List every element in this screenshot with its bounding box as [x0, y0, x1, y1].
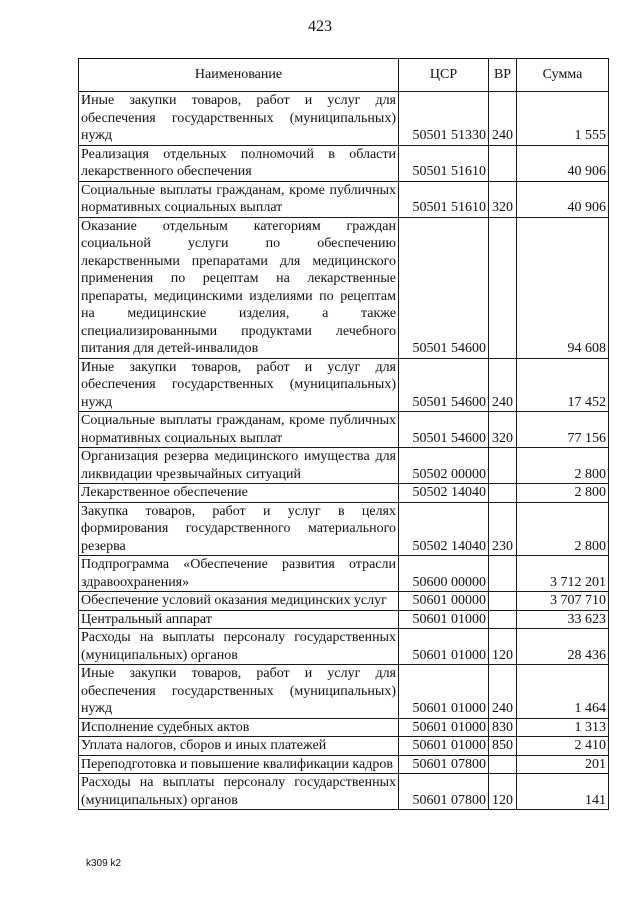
cell-name: Закупка товаров, работ и услуг в целях формирования государственного материального резерва [79, 502, 399, 556]
cell-sum: 2 410 [517, 737, 609, 756]
cell-csr: 50601 01000 [399, 737, 489, 756]
table-row [79, 502, 609, 556]
cell-sum: 17 452 [517, 358, 609, 412]
table-row [79, 217, 609, 358]
cell-sum: 141 [517, 774, 609, 810]
cell-name: Расходы на выплаты персоналу государственных (муниципальных) органов [79, 629, 399, 665]
cell-vr: 120 [489, 629, 517, 665]
table-row [79, 629, 609, 665]
cell-sum: 77 156 [517, 412, 609, 448]
cell-csr: 50601 00000 [399, 592, 489, 611]
cell-sum: 40 906 [517, 145, 609, 181]
cell-name: Социальные выплаты гражданам, кроме публичных нормативных социальных выплат [79, 412, 399, 448]
table-row [79, 718, 609, 737]
cell-vr: 120 [489, 774, 517, 810]
cell-csr: 50501 51330 [399, 92, 489, 146]
table-row [79, 610, 609, 629]
column-header-name: Наименование [79, 59, 399, 92]
column-header-csr: ЦСР [399, 59, 489, 92]
cell-sum: 1 555 [517, 92, 609, 146]
cell-vr [489, 610, 517, 629]
cell-csr: 50601 01000 [399, 610, 489, 629]
cell-sum: 2 800 [517, 448, 609, 484]
cell-name: Расходы на выплаты персоналу государственных (муниципальных) органов [79, 774, 399, 810]
table-row [79, 592, 609, 611]
cell-name: Центральный аппарат [79, 610, 399, 629]
cell-vr: 830 [489, 718, 517, 737]
cell-sum: 1 313 [517, 718, 609, 737]
cell-csr: 50501 51610 [399, 181, 489, 217]
table-row [79, 92, 609, 146]
table-row [79, 556, 609, 592]
cell-vr: 240 [489, 665, 517, 719]
cell-sum: 201 [517, 755, 609, 774]
cell-name: Исполнение судебных актов [79, 718, 399, 737]
cell-vr: 230 [489, 502, 517, 556]
cell-vr [489, 556, 517, 592]
cell-name: Подпрограмма «Обеспечение развития отрасли здравоохранения» [79, 556, 399, 592]
budget-table [78, 58, 609, 810]
cell-csr: 50501 54600 [399, 412, 489, 448]
cell-vr [489, 755, 517, 774]
cell-csr: 50502 00000 [399, 448, 489, 484]
cell-vr [489, 484, 517, 503]
cell-vr: 850 [489, 737, 517, 756]
cell-name: Иные закупки товаров, работ и услуг для обеспечения государственных (муниципальных) нужд [79, 92, 399, 146]
cell-name: Обеспечение условий оказания медицинских услуг [79, 592, 399, 611]
cell-csr: 50601 01000 [399, 718, 489, 737]
cell-name: Организация резерва медицинского имущества для ликвидации чрезвычайных ситуаций [79, 448, 399, 484]
cell-sum: 3 707 710 [517, 592, 609, 611]
column-header-sum: Сумма [517, 59, 609, 92]
cell-name: Реализация отдельных полномочий в области лекарственного обеспечения [79, 145, 399, 181]
cell-name: Иные закупки товаров, работ и услуг для обеспечения государственных (муниципальных) нужд [79, 665, 399, 719]
cell-vr: 240 [489, 358, 517, 412]
cell-sum: 2 800 [517, 502, 609, 556]
cell-csr: 50600 00000 [399, 556, 489, 592]
cell-name: Оказание отдельным категориям граждан социальной услуги по обеспечению лекарственными препаратами для медицинского применения по рецептам на лекарственные препараты, медицинскими изделиями по рецептам на медицинские изделия, а также специализированными продуктами лечебного питания для детей-инвалидов [79, 217, 399, 358]
cell-name: Переподготовка и повышение квалификации кадров [79, 755, 399, 774]
cell-csr: 50601 07800 [399, 774, 489, 810]
cell-csr: 50502 14040 [399, 502, 489, 556]
column-header-vr: ВР [489, 59, 517, 92]
cell-vr [489, 145, 517, 181]
table-row [79, 737, 609, 756]
table-row [79, 448, 609, 484]
cell-name: Лекарственное обеспечение [79, 484, 399, 503]
cell-csr: 50601 01000 [399, 629, 489, 665]
cell-name: Иные закупки товаров, работ и услуг для обеспечения государственных (муниципальных) нужд [79, 358, 399, 412]
cell-csr: 50501 54600 [399, 217, 489, 358]
cell-sum: 33 623 [517, 610, 609, 629]
table-row [79, 358, 609, 412]
footer-code: k309 k2 [86, 858, 122, 869]
page-number: 423 [308, 18, 332, 35]
table-row [79, 755, 609, 774]
cell-vr [489, 592, 517, 611]
cell-csr: 50501 51610 [399, 145, 489, 181]
table-row [79, 181, 609, 217]
cell-vr [489, 217, 517, 358]
table-row [79, 412, 609, 448]
table-row [79, 145, 609, 181]
table-row [79, 774, 609, 810]
cell-sum: 94 608 [517, 217, 609, 358]
table-row [79, 484, 609, 503]
cell-vr [489, 448, 517, 484]
cell-sum: 28 436 [517, 629, 609, 665]
cell-sum: 2 800 [517, 484, 609, 503]
cell-name: Уплата налогов, сборов и иных платежей [79, 737, 399, 756]
cell-name: Социальные выплаты гражданам, кроме публичных нормативных социальных выплат [79, 181, 399, 217]
cell-csr: 50502 14040 [399, 484, 489, 503]
cell-csr: 50501 54600 [399, 358, 489, 412]
table-row [79, 665, 609, 719]
cell-vr: 320 [489, 181, 517, 217]
table-header-row [79, 59, 609, 92]
cell-sum: 3 712 201 [517, 556, 609, 592]
cell-sum: 1 464 [517, 665, 609, 719]
cell-csr: 50601 01000 [399, 665, 489, 719]
cell-vr: 320 [489, 412, 517, 448]
cell-sum: 40 906 [517, 181, 609, 217]
cell-csr: 50601 07800 [399, 755, 489, 774]
cell-vr: 240 [489, 92, 517, 146]
